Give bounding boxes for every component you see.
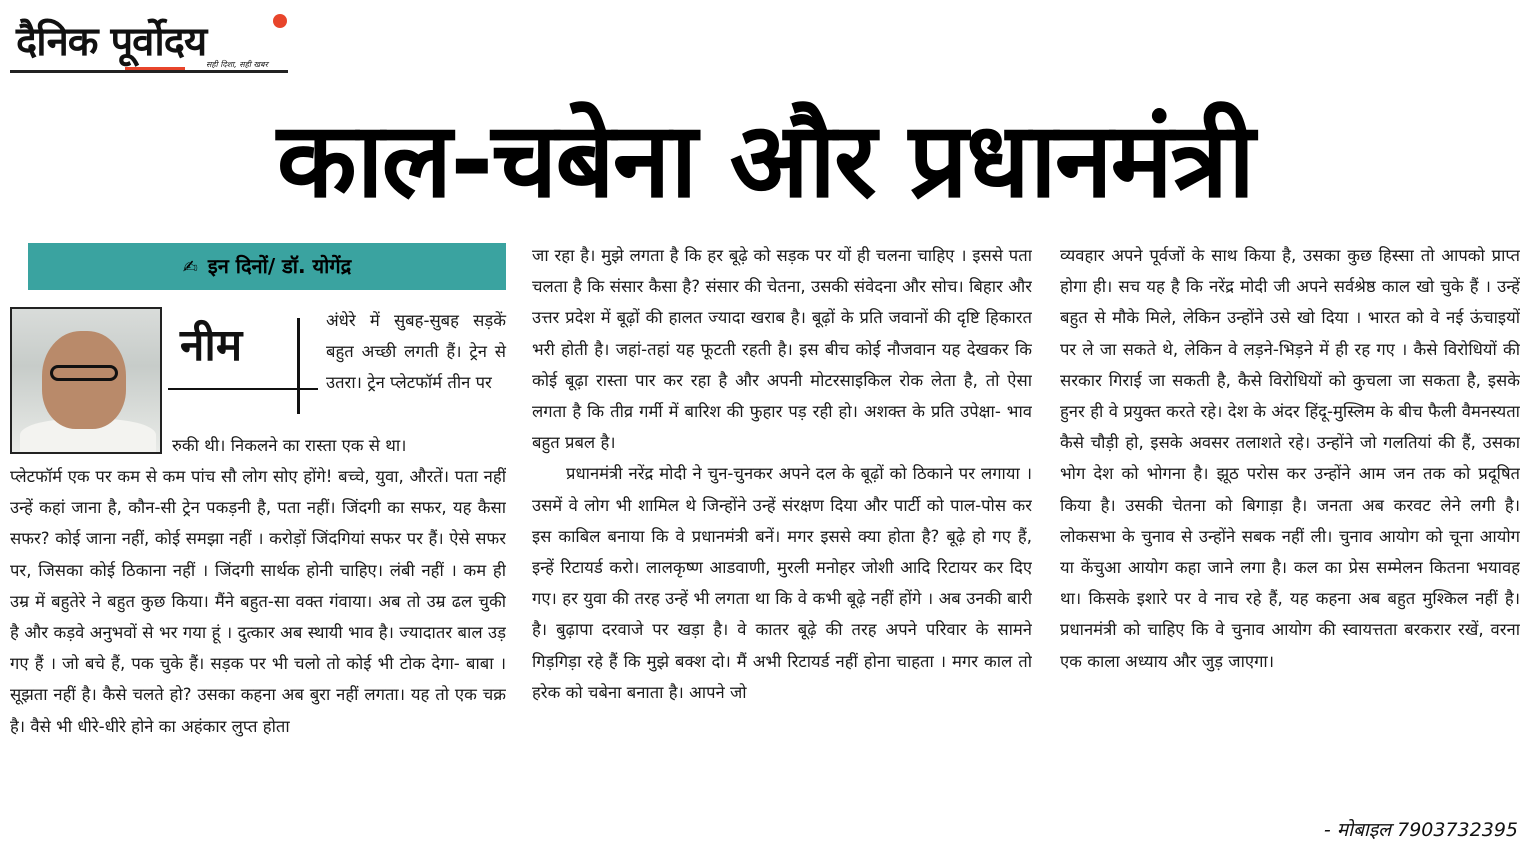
author-mobile: - मोबाइल 7903732395 (1323, 819, 1518, 841)
masthead (10, 8, 288, 74)
newspaper-logo: दैनिक पूर्वोदय (16, 19, 207, 65)
logo-dot-icon (273, 14, 287, 28)
article-headline: काल-चबेना और प्रधानमंत्री (276, 99, 1254, 221)
section-label: नीम (180, 320, 243, 371)
column2-paragraph-2: प्रधानमंत्री नरेंद्र मोदी ने चुन-चुनकर अपने दल के बूढ़ों को ठिकाने पर लगाया । उसमें वे लोग भी शामिल थे जिन्होंने उन्हें संरक्षण दिया और पार्टी को पाल-पोस कर इस काबिल बनाया कि वे प्रधानमंत्री बनें। मगर इससे क्या होता है? बूढ़े हो गए हैं, इन्हें रिटायर्ड करो। लालकृष्ण आडवाणी, मुरली मनोहर जोशी आदि रिटायर कर दिए गए। हर युवा की तरह उन्हें भी लगता था कि वे कभी बूढ़े नहीं होंगे । अब उनकी बारी है। बुढ़ापा दरवाजे पर खड़ा है। वे कातर बूढ़े की तरह अपने परिवार के सामने गिड़गिड़ा रहे हैं कि मुझे बक्श दो। मैं अभी रिटायर्ड नहीं होना चाहता । मगर काल तो हरेक को चबेना बनाता है। आपने जो (532, 464, 1032, 702)
pen-icon: ✍ (182, 257, 198, 278)
byline-bar (28, 243, 506, 290)
column3 (1060, 240, 1520, 850)
column1-intro: अंधेरे में सुबह-सुबह सड़कें बहुत अच्छी लगती हैं। ट्रेन से उतरा। ट्रेन प्लेटफॉर्म तीन पर (326, 311, 506, 393)
column1-body: प्लेटफॉर्म एक पर कम से कम पांच सौ लोग सोए होंगे! बच्चे, युवा, औरतें। पता नहीं उन्हें कहां जाना है, कौन-सी ट्रेन पकड़नी है, पता नहीं। जिंदगी का सफर, यह कैसा सफर? कोई जाना नहीं, कोई समझा नहीं । करोड़ों जिंदगियां सफर पर हैं। ऐसे सफर पर, जिसका कोई ठिकाना नहीं । जिंदगी सार्थक होनी चाहिए। लंबी नहीं । कम ही उम्र में बहुतेरे ने बहुत कुछ किया। मैंने बहुत-सा वक्त गंवाया। अब तो उम्र ढल चुकी है और कड़वे अनुभवों से भर गया हूं । दुत्कार अब स्थायी भाव है। ज्यादातर बाल उड़ गए हैं । जो बचे हैं, पक चुके हैं। सड़क पर भी चलो तो कोई भी टोक देगा- बाबा । सूझता नहीं है। कैसे चलते हो? उसका कहना अब बुरा नहीं लगता। यह तो एक चक्र है। वैसे भी धीरे-धीरे होने का अहंकार लुप्त होता (10, 467, 506, 736)
column2 (532, 240, 1032, 850)
author-photo (10, 307, 162, 454)
section-rule-horizontal (168, 388, 318, 390)
newspaper-tagline: सही दिशा, सही खबर (206, 60, 268, 69)
column3-paragraph: व्यवहार अपने पूर्वजों के साथ किया है, उसका कुछ हिस्सा तो आपको प्राप्त होगा ही। सच यह है कि नरेंद्र मोदी जी अपने सर्वश्रेष्ठ काल खो चुके हैं । उन्हें बहुत से मौके मिले, लेकिन उन्होंने उसे खो दिया । भारत को वे नई ऊंचाइयों पर ले जा सकते थे, लेकिन वे लड़ने-भिड़ने में ही रह गए । कैसे विरोधियों की सरकार गिराई जा सकती है, कैसे विरोधियों को कुचला जा सकता है, इसके हुनर ही वे प्रयुक्त करते रहे। देश के अंदर हिंदू-मुस्लिम के बीच फैली वैमनस्यता कैसे चौड़ी हो, इसके अवसर तलाशते रहे। उन्होंने जो गलतियां की हैं, उसका भोग देश को भोगना है। झूठ परोस कर उन्होंने आम जन तक को प्रदूषित किया है। उसकी चेतना को बिगाड़ा है। जनता अब करवट लेने लगी है। लोकसभा के चुनाव से उन्होंने सबक नहीं ली। चुनाव आयोग को चूना आयोग या केंचुआ आयोग कहा जाने लगा है। कल का प्रेस सम्मेलन कितना भयावह था। किसके इशारे पर वे नाच रहे हैं, यह कहना अब बहुत मुश्किल नहीं है। प्रधानमंत्री को चाहिए कि वे चुनाव आयोग की स्वायत्तता बरकरार रखें, वरना एक काला अध्याय और जुड़ जाएगा। (1060, 246, 1520, 671)
masthead-rule (10, 70, 288, 73)
byline-text: इन दिनों/ डॉ. योगेंद्र (207, 254, 352, 278)
section-rule-vertical (297, 318, 300, 414)
column2-paragraph-1: जा रहा है। मुझे लगता है कि हर बूढ़े को सड़क पर यों ही चलना चाहिए । इससे पता चलता है कि संसार कैसा है? संसार की चेतना, उसकी संवेदना और सोच। बिहार और उत्तर प्रदेश में बूढ़ों की हालत ज्यादा खराब है। बूढ़ों के प्रति जवानों की दृष्टि हिकारत भरी होती है। जहां-तहां यह फूटती रहती है। इस बीच कोई नौजवान यह देखकर कि कोई बूढ़ा रास्ता पार कर रहा है और अपनी मोटरसाइकिल रोक लेता है, तो ऐसा लगता है कि तीव्र गर्मी में बारिश की फुहार पड़ रही हो। अशक्त के प्रति उपेक्षा- भाव बहुत प्रबल है। (532, 246, 1032, 453)
column1-lower: रुकी थी। निकलने का रास्ता एक से था। (172, 436, 407, 455)
